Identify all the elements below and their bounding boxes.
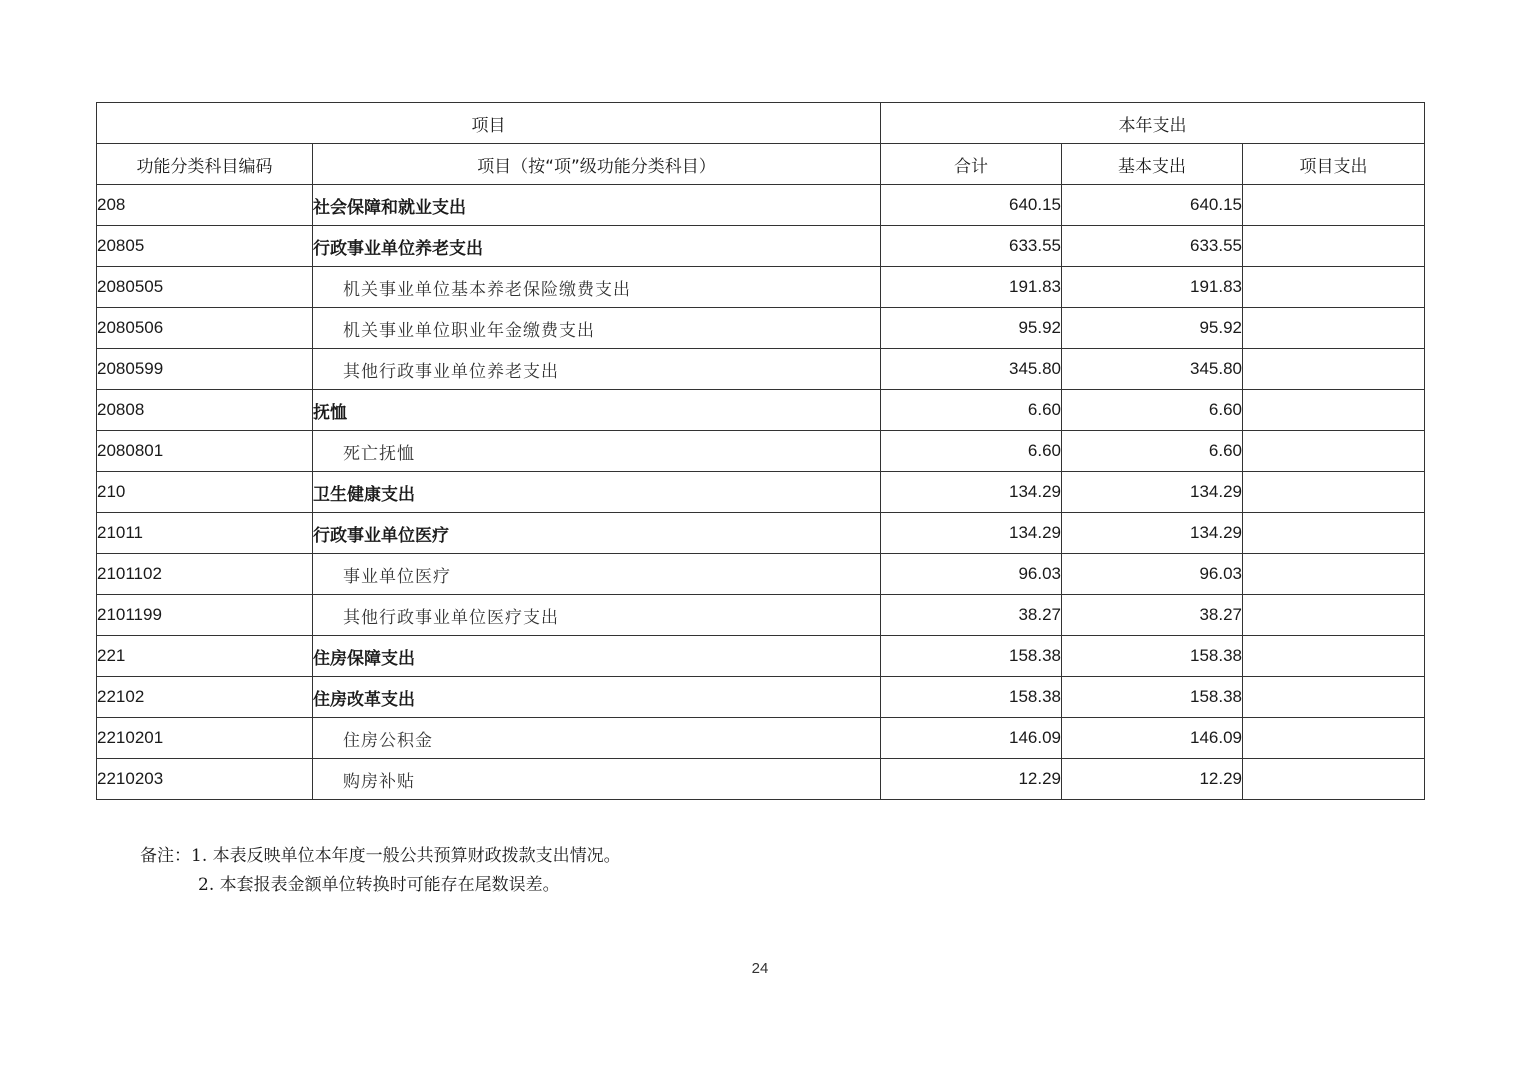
table-row xyxy=(97,636,1425,677)
cell-total: 640.15 xyxy=(881,185,1062,226)
cell-project xyxy=(1243,308,1425,349)
note-line-1: 备注：1. 本表反映单位本年度一般公共预算财政拨款支出情况。 xyxy=(140,846,621,866)
cell-total: 633.55 xyxy=(881,226,1062,267)
cell-name: 社会保障和就业支出 xyxy=(313,185,881,226)
cell-name: 住房公积金 xyxy=(313,718,881,759)
notes xyxy=(140,842,621,900)
cell-basic: 158.38 xyxy=(1062,636,1243,677)
cell-basic: 134.29 xyxy=(1062,513,1243,554)
table-row xyxy=(97,267,1425,308)
cell-code: 210 xyxy=(97,472,313,513)
cell-project xyxy=(1243,349,1425,390)
cell-project xyxy=(1243,226,1425,267)
table-row xyxy=(97,595,1425,636)
table-row xyxy=(97,472,1425,513)
cell-name: 行政事业单位医疗 xyxy=(313,513,881,554)
cell-code: 22102 xyxy=(97,677,313,718)
cell-code: 2080801 xyxy=(97,431,313,472)
cell-project xyxy=(1243,390,1425,431)
table-row xyxy=(97,349,1425,390)
cell-code: 20805 xyxy=(97,226,313,267)
cell-basic: 6.60 xyxy=(1062,431,1243,472)
header-current-year: 本年支出 xyxy=(881,103,1425,144)
table-row xyxy=(97,308,1425,349)
cell-name: 住房改革支出 xyxy=(313,677,881,718)
cell-code: 20808 xyxy=(97,390,313,431)
cell-code: 221 xyxy=(97,636,313,677)
cell-name: 死亡抚恤 xyxy=(313,431,881,472)
column-header-name: 项目（按“项”级功能分类科目） xyxy=(313,144,881,185)
cell-total: 6.60 xyxy=(881,431,1062,472)
cell-name: 事业单位医疗 xyxy=(313,554,881,595)
cell-total: 38.27 xyxy=(881,595,1062,636)
cell-basic: 345.80 xyxy=(1062,349,1243,390)
cell-name: 购房补贴 xyxy=(313,759,881,800)
cell-basic: 191.83 xyxy=(1062,267,1243,308)
cell-total: 191.83 xyxy=(881,267,1062,308)
column-header-basic: 基本支出 xyxy=(1062,144,1243,185)
cell-code: 2101102 xyxy=(97,554,313,595)
expenditure-table xyxy=(96,102,1425,800)
cell-total: 95.92 xyxy=(881,308,1062,349)
cell-total: 12.29 xyxy=(881,759,1062,800)
page-number: 24 xyxy=(751,960,769,977)
cell-project xyxy=(1243,718,1425,759)
cell-project xyxy=(1243,759,1425,800)
cell-total: 146.09 xyxy=(881,718,1062,759)
cell-project xyxy=(1243,431,1425,472)
cell-basic: 96.03 xyxy=(1062,554,1243,595)
header-item: 项目 xyxy=(97,103,881,144)
table-row xyxy=(97,226,1425,267)
cell-basic: 146.09 xyxy=(1062,718,1243,759)
cell-basic: 38.27 xyxy=(1062,595,1243,636)
cell-project xyxy=(1243,472,1425,513)
header-row-columns xyxy=(97,144,1425,185)
cell-name: 抚恤 xyxy=(313,390,881,431)
table-row xyxy=(97,390,1425,431)
cell-total: 134.29 xyxy=(881,513,1062,554)
cell-project xyxy=(1243,513,1425,554)
table-row xyxy=(97,718,1425,759)
cell-name: 其他行政事业单位养老支出 xyxy=(313,349,881,390)
cell-code: 2210203 xyxy=(97,759,313,800)
cell-code: 2101199 xyxy=(97,595,313,636)
cell-total: 134.29 xyxy=(881,472,1062,513)
cell-name: 机关事业单位基本养老保险缴费支出 xyxy=(313,267,881,308)
cell-name: 卫生健康支出 xyxy=(313,472,881,513)
table-row xyxy=(97,759,1425,800)
cell-code: 2080506 xyxy=(97,308,313,349)
cell-project xyxy=(1243,595,1425,636)
column-header-code: 功能分类科目编码 xyxy=(97,144,313,185)
table-row xyxy=(97,431,1425,472)
cell-basic: 158.38 xyxy=(1062,677,1243,718)
cell-name: 住房保障支出 xyxy=(313,636,881,677)
cell-basic: 6.60 xyxy=(1062,390,1243,431)
cell-code: 2080505 xyxy=(97,267,313,308)
cell-basic: 95.92 xyxy=(1062,308,1243,349)
cell-total: 96.03 xyxy=(881,554,1062,595)
cell-project xyxy=(1243,185,1425,226)
cell-name: 其他行政事业单位医疗支出 xyxy=(313,595,881,636)
header-row-top xyxy=(97,103,1425,144)
table-row xyxy=(97,677,1425,718)
cell-code: 208 xyxy=(97,185,313,226)
column-header-total: 合计 xyxy=(881,144,1062,185)
table-row xyxy=(97,513,1425,554)
cell-basic: 134.29 xyxy=(1062,472,1243,513)
cell-code: 2080599 xyxy=(97,349,313,390)
cell-project xyxy=(1243,267,1425,308)
cell-name: 行政事业单位养老支出 xyxy=(313,226,881,267)
cell-code: 21011 xyxy=(97,513,313,554)
cell-project xyxy=(1243,636,1425,677)
cell-project xyxy=(1243,554,1425,595)
cell-total: 158.38 xyxy=(881,677,1062,718)
cell-code: 2210201 xyxy=(97,718,313,759)
cell-basic: 633.55 xyxy=(1062,226,1243,267)
cell-total: 6.60 xyxy=(881,390,1062,431)
cell-project xyxy=(1243,677,1425,718)
table-body xyxy=(97,185,1425,800)
table-row xyxy=(97,185,1425,226)
cell-basic: 640.15 xyxy=(1062,185,1243,226)
cell-name: 机关事业单位职业年金缴费支出 xyxy=(313,308,881,349)
column-header-project: 项目支出 xyxy=(1243,144,1425,185)
cell-basic: 12.29 xyxy=(1062,759,1243,800)
table-row xyxy=(97,554,1425,595)
note-line-2: 2. 本套报表金额单位转换时可能存在尾数误差。 xyxy=(198,875,560,895)
cell-total: 158.38 xyxy=(881,636,1062,677)
cell-total: 345.80 xyxy=(881,349,1062,390)
